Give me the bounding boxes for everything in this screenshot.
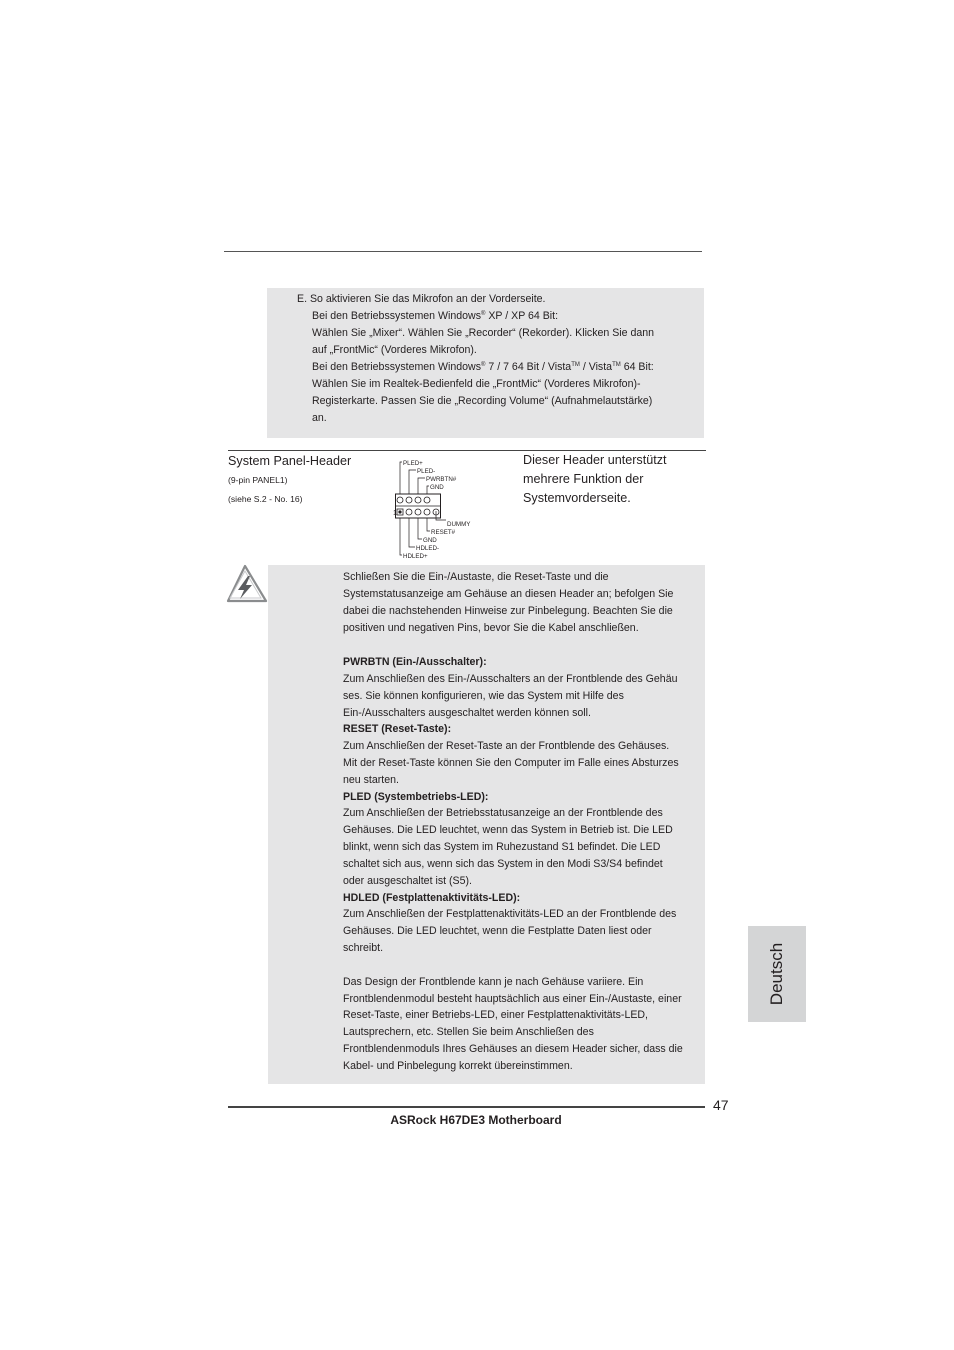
note-line: positiven und negativen Pins, bevor Sie die Kabel anschließen.: [343, 622, 639, 634]
step-e-heading: E. So aktivieren Sie das Mikrofon an der Vorderseite.: [297, 293, 546, 305]
note-line: Zum Anschließen der Festplattenaktivitäts-LED an der Frontblende des: [343, 908, 677, 920]
step-e-line: auf „FrontMic“ (Vorderes Mikrofon).: [312, 344, 477, 356]
language-tab-label: Deutsch: [767, 942, 786, 1006]
section-title: System Panel-Header: [228, 454, 352, 468]
note-line: oder ausgeschaltet ist (S5).: [343, 875, 472, 887]
panel-header-diagram: [390, 456, 482, 560]
gnd-bottom-label: GND: [423, 537, 437, 544]
note-line: Mit der Reset-Taste können Sie den Computer im Falle eines Absturzes: [343, 757, 679, 769]
page-number: 47: [713, 1097, 729, 1113]
note-line: neu starten.: [343, 774, 399, 786]
pin-count: (9-pin PANEL1): [228, 475, 288, 485]
note-line: Gehäuses. Die LED leuchtet, wenn die Festplatte Daten liest oder: [343, 925, 652, 937]
reset-heading: RESET (Reset-Taste):: [343, 723, 452, 735]
hdled-minus-label: HDLED-: [416, 545, 440, 552]
note-line: Lautsprechern, etc. Stellen Sie beim Anschließen des: [343, 1026, 594, 1038]
top-rule: [224, 251, 702, 252]
note-line: Zum Anschließen der Reset-Taste an der Frontblende des Gehäuses.: [343, 740, 670, 752]
gnd-top-label: GND: [430, 484, 444, 491]
note-line: blinkt, wenn sich das System im Ruhezustand S1 befindet. Die LED: [343, 841, 661, 853]
pwrbtn-label: PWRBTN#: [426, 476, 457, 483]
note-line: Zum Anschließen des Ein-/Ausschalters an der Frontblende des Gehäu: [343, 673, 678, 685]
pled-heading: PLED (Systembetriebs-LED):: [343, 791, 489, 803]
note-line: Zum Anschließen der Betriebsstatusanzeige an der Frontblende des: [343, 807, 663, 819]
microphone-instructions-box: [267, 288, 704, 438]
section-description: mehrere Funktion der: [523, 472, 644, 486]
step-e-xp-line: Bei den Betriebssystemen Windows® XP / XP 64 Bit:: [312, 310, 559, 322]
footer-rule: [228, 1106, 705, 1108]
step-e-line: Wählen Sie im Realtek-Bedienfeld die „FrontMic“ (Vorderes Mikrofon)-: [312, 378, 641, 390]
note-line: Reset-Taste, einer Betriebs-LED, einer Festplattenaktivitäts-LED,: [343, 1009, 648, 1021]
note-line: Kabel- und Pinbelegung korrekt übereinstimmen.: [343, 1060, 573, 1072]
note-line: Ein-/Ausschalters ausgeschaltet werden können soll.: [343, 707, 591, 719]
footer-title: ASRock H67DE3 Motherboard: [390, 1113, 562, 1127]
note-line: schaltet sich aus, wenn sich das System in den Modi S3/S4 befindet: [343, 858, 663, 870]
panel-header-notes: [268, 565, 705, 1084]
step-e-win7-line: Bei den Betriebssystemen Windows® 7 / 7 64 Bit / Vista™ / Vista™ 64 Bit:: [312, 361, 654, 373]
note-line: Frontblendenmodul besteht hauptsächlich aus einer Ein-/Austaste, einer: [343, 993, 682, 1005]
section-description: Systemvorderseite.: [523, 491, 631, 505]
step-e-line: Registerkarte. Passen Sie die „Recording Volume“ (Aufnahmelautstärke): [312, 395, 653, 407]
hdled-heading: HDLED (Festplattenaktivitäts-LED):: [343, 892, 521, 904]
note-line: Schließen Sie die Ein-/Austaste, die Reset-Taste und die: [343, 571, 609, 583]
pled-plus-label: PLED+: [403, 460, 423, 467]
section-description: Dieser Header unterstützt: [523, 453, 667, 467]
step-e-line: Wählen Sie „Mixer“. Wählen Sie „Recorder“ (Rekorder). Klicken Sie dann: [312, 327, 655, 339]
dummy-label: DUMMY: [447, 521, 471, 528]
warning-icon: [226, 563, 268, 603]
note-line: dabei die nachstehenden Hinweise zur Pinbelegung. Beachten Sie die: [343, 605, 673, 617]
note-line: Frontblendenmoduls Ihres Gehäuses an diesem Header sicher, dass die: [343, 1043, 683, 1055]
note-line: ses. Sie können konfigurieren, wie das System mit Hilfe des: [343, 690, 624, 702]
note-line: Gehäuses. Die LED leuchtet, wenn das System in Betrieb ist. Die LED: [343, 824, 673, 836]
note-line: schreibt.: [343, 942, 384, 954]
reset-label: RESET#: [431, 529, 456, 536]
language-tab: [748, 926, 806, 1022]
board-reference: (siehe S.2 - No. 16): [228, 494, 303, 504]
hdled-plus-label: HDLED+: [403, 553, 428, 560]
pled-minus-label: PLED-: [417, 468, 436, 475]
step-e-line: an.: [312, 412, 327, 424]
pwrbtn-heading: PWRBTN (Ein-/Ausschalter):: [343, 656, 487, 668]
pin-one-label: 1: [393, 510, 397, 517]
note-line: Systemstatusanzeige am Gehäuse an diesen Header an; befolgen Sie: [343, 588, 674, 600]
note-line: Das Design der Frontblende kann je nach Gehäuse variiere. Ein: [343, 976, 644, 988]
